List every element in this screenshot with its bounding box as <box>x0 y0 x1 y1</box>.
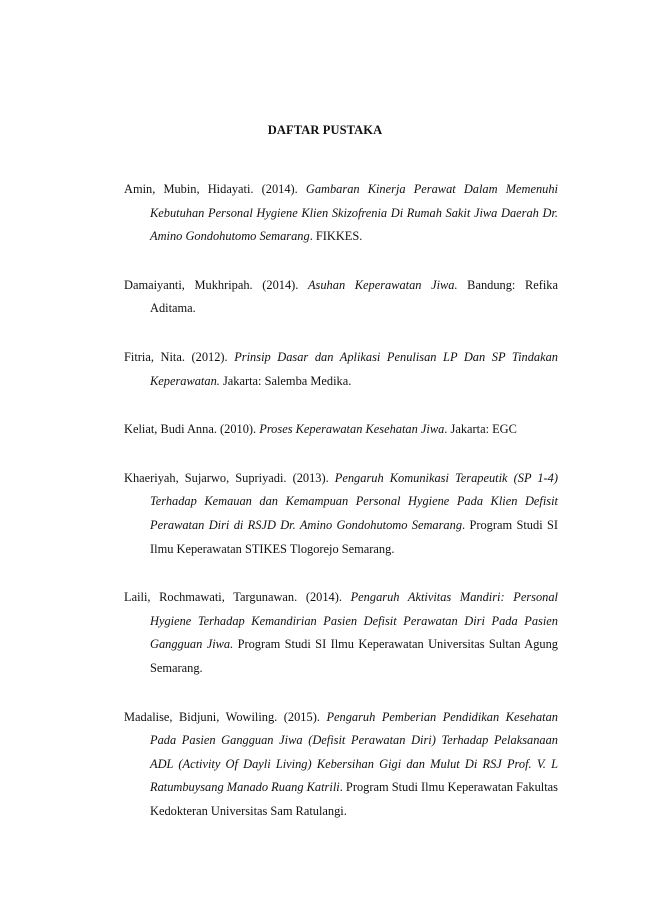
page-title: DAFTAR PUSTAKA <box>267 123 383 137</box>
reference-authors-year: Laili, Rochmawati, Targunawan. (2014). <box>124 590 351 605</box>
reference-authors-year: Amin, Mubin, Hidayati. (2014). <box>124 182 306 196</box>
reference-authors-year: Madalise, Bidjuni, Wowiling. (2015). <box>124 709 327 724</box>
reference-authors-year: Fitria, Nita. (2012). <box>124 349 235 364</box>
reference-title: Pengaruh Komunikasi Terapeutik (SP 1-4) Terhadap Kemauan dan Kemampuan Personal Hygiene Pada Klien Defisit Perawatan Diri di RSJD Dr. Amino Gondohutomo Semarang <box>150 470 558 532</box>
reference-authors-year: Keliat, Budi Anna. (2010). <box>124 422 260 437</box>
reference-title: Prinsip Dasar dan Aplikasi Penulisan LP Dan SP Tindakan Keperawatan. <box>150 349 558 388</box>
reference-publisher: . Program Studi SI Ilmu Keperawatan STIKES Tlogorejo Semarang. <box>150 517 558 556</box>
reference-title: Pengaruh Aktivitas Mandiri: Personal Hygiene Terhadap Kemandirian Pasien Defisit Perawatan Diri Pada Pasien Gangguan Jiwa. <box>150 590 558 652</box>
reference-publisher: . Program Studi Ilmu Keperawatan Fakultas Kedokteran Universitas Sam Ratulangi. <box>150 780 558 818</box>
reference-title: Pengaruh Pemberian Pendidikan Kesehatan Pada Pasien Gangguan Jiwa (Defisit Perawatan Diri) Terhadap Pelaksanaan ADL (Activity Of Dayli Living) Kebersihan Gigi dan Mulut Di RSJ Prof. V. L Ratumbuysang Manado Ruang Katrili <box>150 709 558 795</box>
reference-entry <box>124 467 558 561</box>
reference-entry <box>124 706 558 824</box>
reference-authors-year: Damaiyanti, Mukhripah. (2014). <box>124 277 308 292</box>
reference-title: Asuhan Keperawatan Jiwa. <box>307 277 458 292</box>
reference-entry <box>124 418 558 442</box>
reference-title: Gambaran Kinerja Perawat Dalam Memenuhi Kebutuhan Personal Hygiene Klien Skizofrenia Di Rumah Sakit Jiwa Daerah Dr. Amino Gondohutomo Semarang <box>150 182 558 244</box>
reference-publisher: . FIKKES. <box>309 229 363 244</box>
reference-publisher: . Jakarta: EGC <box>444 422 517 437</box>
reference-title: Proses Keperawatan Kesehatan Jiwa <box>259 422 445 437</box>
reference-publisher: Bandung: Refika Aditama. <box>150 277 558 316</box>
reference-publisher: Program Studi SI Ilmu Keperawatan Universitas Sultan Agung Semarang. <box>150 637 558 675</box>
reference-authors-year: Khaeriyah, Sujarwo, Supriyadi. (2013). <box>124 470 335 485</box>
reference-entry <box>124 178 558 249</box>
reference-entry <box>124 586 558 680</box>
reference-list <box>124 178 558 848</box>
reference-entry <box>124 346 558 393</box>
reference-entry <box>124 274 558 321</box>
reference-publisher: Jakarta: Salemba Medika. <box>219 373 352 388</box>
